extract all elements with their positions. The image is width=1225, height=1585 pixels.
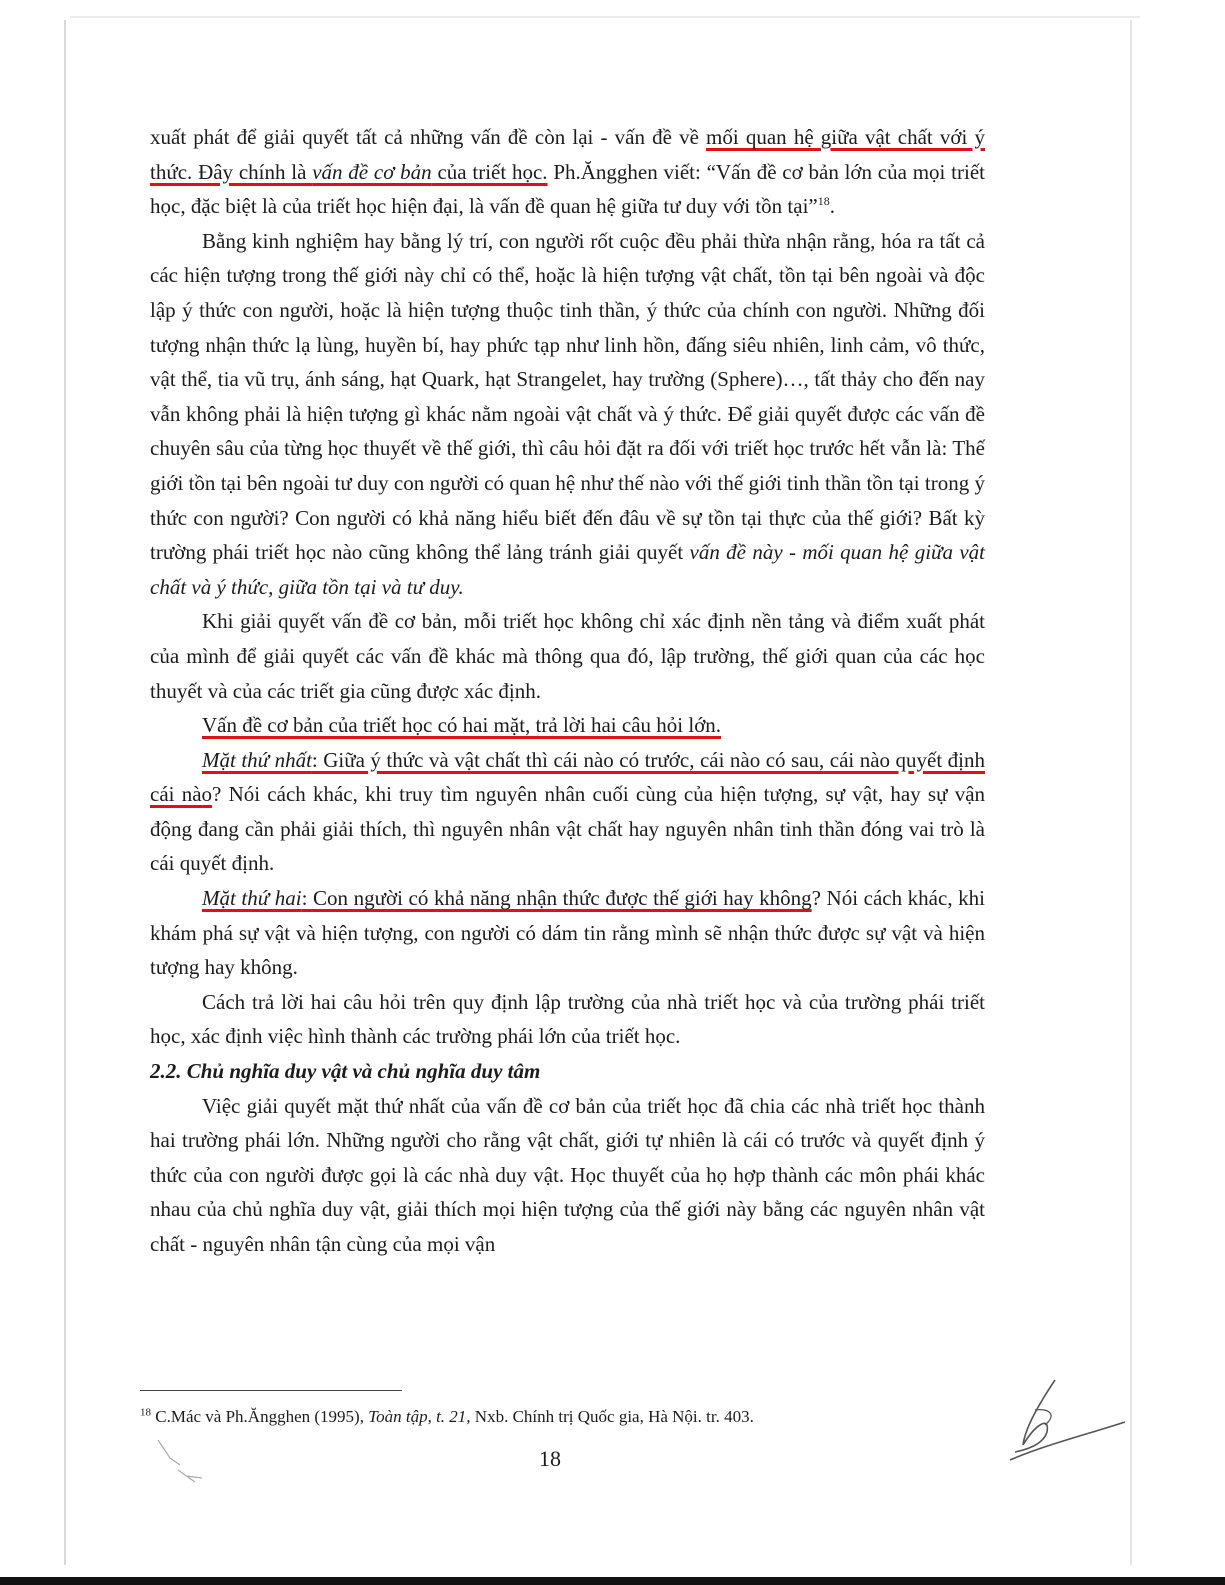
paragraph-7: Cách trả lời hai câu hỏi trên quy định lập trường của nhà triết học và của trường phái triết học, xác định việc hình thành các trường phái lớn của triết học. [150,989,985,1049]
page-number: 18 [539,1446,561,1471]
margin-mark [150,1430,220,1490]
p2-italic: vấn đề này - mối quan hệ giữa vật chất và ý thức, giữa tồn tại và tư duy. [150,540,985,599]
footnote-ref: 18 [817,194,830,209]
footnote-text-b: Nxb. Chính trị Quốc gia, Hà Nội. tr. 403. [470,1407,754,1426]
p6-text: ? Nói cách khác, khi khám phá sự vật và hiện tượng, con người có dám tin rằng mình sẽ nhận thức được sự vật và hiện tượng hay không. [150,886,985,980]
footnote-italic: Toàn tập, t. 21, [368,1407,471,1426]
scan-edge-right [1130,20,1132,1565]
p1-text-b: Ph.Ăngghen viết: “Vấn đề cơ bản lớn của mọi triết học, đặc biệt là của triết học hiện đại, là vấn đề quan hệ giữa tư duy với tồn tại” [150,159,985,219]
paragraph-2 [150,224,985,605]
scan-edge-top [70,16,1140,18]
paragraph-3: Khi giải quyết vấn đề cơ bản, mỗi triết học không chỉ xác định nền tảng và điểm xuất phát của mình để giải quyết các vấn đề khác mà thông qua đó, lập trường, thế giới quan của các học thuyết và của các triết gia cũng được xác định. [150,609,985,703]
footnote-marker: 18 [140,1406,151,1419]
scan-bottom-edge [0,1577,1225,1585]
paragraph-6 [150,881,985,985]
p6-underlined: : Con người có khả năng nhận thức được thế giới hay không [301,886,812,911]
p1-text-a: xuất phát để giải quyết tất cả những vấn đề còn lại - vấn đề về [150,125,707,149]
p1-underlined-italic: vấn đề cơ bản [312,159,432,184]
p4-underlined: Vấn đề cơ bản của triết học có hai mặt, trả lời hai câu hỏi lớn. [202,713,722,738]
body-text [150,120,985,1262]
p5-label: Mặt thứ nhất [202,747,312,772]
scan-edge-left [64,20,66,1565]
footnote-divider [140,1390,402,1391]
paragraph-1 [150,120,985,224]
p6-label: Mặt thứ hai [202,886,302,911]
footnote-text-a: C.Mác và Ph.Ăngghen (1995), [151,1407,369,1426]
p5-text: ? Nói cách khác, khi truy tìm nguyên nhân cuối cùng của hiện tượng, sự vật, hay sự vận động đang cần phải giải thích, thì nguyên nhân vật chất hay nguyên nhân tinh thần đóng vai trò là cái quyết định. [150,782,986,876]
paragraph-8: Việc giải quyết mặt thứ nhất của vấn đề cơ bản của triết học đã chia các nhà triết học thành hai trường phái lớn. Những người cho rằng vật chất, giới tự nhiên là cái có trước và quyết định ý thức của con người được gọi là các nhà duy vật. Học thuyết của họ hợp thành các môn phái khác nhau của chủ nghĩa duy vật, giải thích mọi hiện tượng của thế giới này bằng các nguyên nhân vật chất - nguyên nhân tận cùng của mọi vận [150,1093,985,1256]
section-heading: 2.2. Chủ nghĩa duy vật và chủ nghĩa duy tâm [150,1059,541,1084]
p2-text: Bằng kinh nghiệm hay bằng lý trí, con người rốt cuộc đều phải thừa nhận rằng, hóa ra tất cả các hiện tượng trong thế giới này chỉ có thể, hoặc là hiện tượng vật chất, tồn tại bên ngoài và độc lập ý thức con người, hoặc là hiện tượng thuộc tinh thần, ý thức của chính con người. Những đối tượng nhận thức lạ lùng, huyền bí, hay phức tạp như linh hồn, đấng siêu nhiên, linh cảm, vô thức, vật thể, tia vũ trụ, ánh sáng, hạt Quark, hạt Strangelet, hay trường (Sphere)…, tất thảy cho đến nay vẫn không phải là hiện tượng gì khác nằm ngoài vật chất và ý thức. Để giải quyết được các vấn đề chuyên sâu của từng học thuyết về thế giới, thì câu hỏi đặt ra đối với triết học trước hết vẫn là: Thế giới tồn tại bên ngoài tư duy con người có quan hệ như thế nào với thế giới tinh thần tồn tại trong ý thức con người? Con người có khả năng hiểu biết đến đâu về sự tồn tại thực của thế giới? Bất kỳ trường phái triết học nào cũng không thể lảng tránh giải quyết [150,228,985,565]
paragraph-5 [150,743,985,881]
paragraph-4 [150,708,985,743]
footnote [140,1406,980,1428]
p1-underlined-1: mối quan hệ giữa vật chất với ý thức. Đây chính là [150,125,985,184]
handwritten-signature [995,1370,1135,1470]
p1-text-c: . [829,194,835,219]
p5-underlined: : Giữa ý thức và vật chất thì cái nào có trước, cái nào có sau, cái nào quyết định cái nào [150,747,985,807]
p1-underlined-2: của triết học. [431,159,548,184]
